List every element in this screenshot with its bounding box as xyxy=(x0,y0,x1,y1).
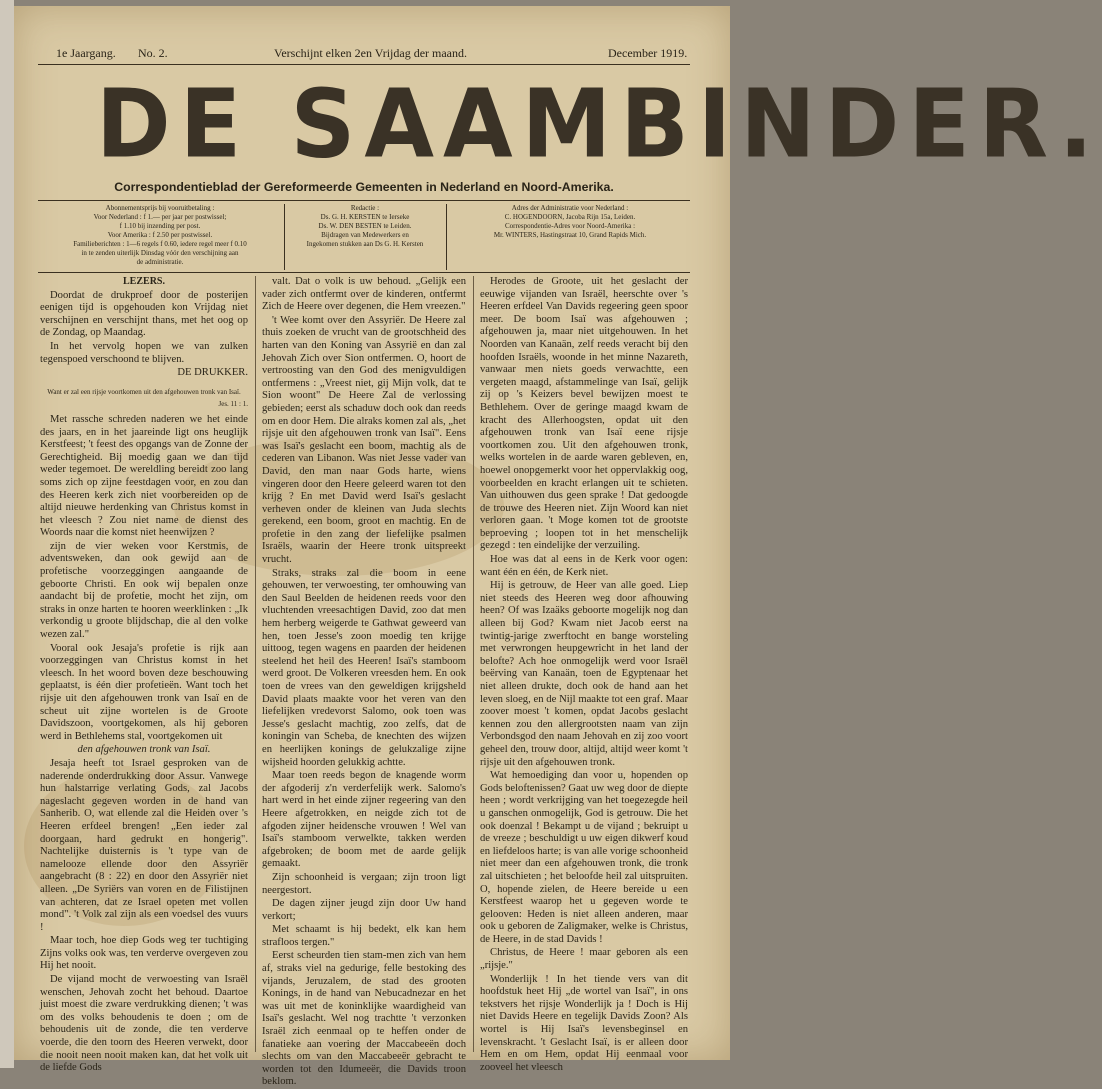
column-3 xyxy=(480,276,688,1073)
column-separator xyxy=(473,276,474,1052)
info-line: Voor Amerika : f 2.50 per postwissel. xyxy=(107,231,213,239)
article-paragraph: Christus, de Heere ! maar geboren als een „rijsje." xyxy=(480,947,688,972)
editorial-box xyxy=(290,204,440,270)
article-paragraph: valt. Dat o volk is uw behoud. „Gelijk een vader zich ontfermt over de kinderen, ontfermt Zich de Heere over degenen, die Hem vreezen." xyxy=(262,276,466,313)
info-line: C. HOGENDOORN, Jacoba Rijn 15a, Leiden. xyxy=(504,213,636,221)
printer-notice-2: In het vervolg hopen we van zulken tegenspoed verschoond te blijven. xyxy=(40,340,248,365)
psalm-line: Met schaamt is hij bedekt, elk kan hem strafloos tergen." xyxy=(262,924,466,948)
psalm-line: Zijn schoonheid is vergaan; zijn troon ligt neergestort. xyxy=(262,871,466,896)
article-paragraph: Maar toen reeds begon de knagende worm der afgoderij z'n verderfelijk werk. Salomo's hart werd in het einde zijner regeering van den Heere afgetrokken, en neigde zich tot de afgoden zijner heidensche vrouwen ! Wel van Isaï's stamboom verwelkte, takken werden afgebroken; de boom met de aarde gelijk gemaakt. xyxy=(262,770,466,870)
administration-box xyxy=(452,204,688,270)
column-separator xyxy=(255,276,256,1052)
scan-edge xyxy=(0,0,14,1068)
info-line: Abonnementsprijs bij vooruitbetaling : xyxy=(105,204,215,212)
info-separator xyxy=(446,204,447,270)
article-paragraph: Wonderlijk ! In het tiende vers van dit hoofdstuk heet Hij „de wortel van Isaï", in ons tekstvers het rijsje Wonderlijk ja ! Doch is Hij niet Davids Heere en tegelijk Davids Zoon? Als wortel is Hij Isaï's levensbeginsel en levenskracht. 't Geslacht Isaï, is er alleen door Hem en om Hem, opdat Hij eenmaal voor zooveel het vleesch xyxy=(480,973,688,1073)
article-paragraph: Hij is getrouw, de Heer van alle goed. Liep niet steeds des Heeren weg door afhouwing heen? Of was Izaäks geboorte mogelijk nog dan alleen bij God? Kwam niet Jacob eerst na twintig-jarige zwerftocht en bange worsteling met verwrongen heupgewricht in het land der belofte? Ach hoe onmogelijk werd voor Israël beërving van Kanaän, toen de Egyptenaar het niet alleen drukte, doch ook de hand aan het leven sloeg, en de Nijl maakte tot een graf. Maar zoover moest 't komen, opdat Jacobs geslacht kennen zou den allergrootsten naam van zijn Verbondsgod den naam Jehovah en zij zoo voort geheel den, trouw door, altijd, altijd weer komt 't rijsje uit den afgehouwen tronk. xyxy=(480,580,688,768)
issue-date: December 1919. xyxy=(608,46,688,60)
issue-number: No. 2. xyxy=(138,46,168,60)
info-line: Correspondentie-Adres voor Noord-Amerika : xyxy=(504,222,636,230)
article-subheading: den afgehouwen tronk van Isaï. xyxy=(77,744,211,756)
masthead-title: DE SAAMBINDER. xyxy=(96,69,1102,180)
article-paragraph: Vooral ook Jesaja's profetie is rijk aan voorzeggingen van Christus komst in het vleesch. In het woord boven deze beschouwing geplaatst, is één dier profetieën. Want toch het rijsje uit den afgehouwen tronk van Isaï en de scheut uit zijne wortelen is de Groote Davidszoon, voortgekomen, als hij geboren werd in Bethlehems stal, voortgekomen uit xyxy=(40,642,248,742)
article-paragraph: Maar toch, hoe diep Gods weg ter tuchtiging Zijns volks ook was, ten verderve overgeven zou Hij het nooit. xyxy=(40,935,248,972)
info-line: Redactie : xyxy=(350,204,380,212)
article-paragraph: Eerst scheurden tien stam-men zich van hem af, straks viel na gedurige, felle bestoking des vijands, Jeruzalem, de stad des grooten Konings, in de hand van Nebucadnezar en het was uit met de koninklijke waardigheid van Isaï's geslacht. Wel nog trachtte 't verzonken Israël zich eenmaal op te heffen onder de fanatieke aan voering der Maccabeeën doch slechts om van den Maccabeeër gebracht te worden tot den Idumeeër, die Davids troon beklom. xyxy=(262,950,466,1088)
article-paragraph: Herodes de Groote, uit het geslacht der eeuwige vijanden van Israël, heerschte over 's Heeren erfdeel Van Davids regeering geen spoor meer. De boom Isaï was afgehouwen ; afgehouwen ja, maar niet uitgehouwen. In het Noorden van Kanaän, zelf reeds veracht bij den hoofden Israëls, woonde in het minne Nazareth, vanwaar men niets goeds verwachtte, een vergeten maagd, afstammelinge van Isaï, gelijk zij op 's Keizers bevel bewijzen moest te Bethlehem. Over de geringe maagd kwam de kracht des Allerhoogsten, opdat uit den afgehouwen tronk van Isaï eene rijsje voortkomen zou. Uit den afgehouwen tronk, welks wortelen in de aarde waren gebleven, en, hoewel onopgemerkt voor het oppervlakkig oog, voorbeelden en kracht erlangen uit te schieten. Van uithouwen dus geen sprake ! Dat gedoogde de trouwe des Heeren niet. Zijn Woord kan niet verloren gaan. 't Moge komen tot de grootste beproeving ; loopen tot in het menschelijk gezegd : ten eindelijke der verzuiling. xyxy=(480,276,688,552)
masthead-subtitle: Correspondentieblad der Gereformeerde Gemeenten in Nederland en Noord-Amerika. xyxy=(114,180,614,194)
article-paragraph: Wat hemoediging dan voor u, hopenden op Gods beloftenissen? Gaat uw weg door de diepte heen ; wordt verkrijging van het toegezegde heil u ganschen onmogelijk, God is getrouw. Die het ook doenzal ! Bekampt u de vijand ; bekruipt u de vreeze ; beschuldigt u uw eigen dikwerf koud en liefdeloos harte; is van alle vorige schoonheid niet meer dan een afgehouwen tronk, die tronk zal uitschieten ; het beloofde heil zal uitspruiten. O, hopende zielen, de Heere bereide u een Kerstfeest waarop het u gegeven worde te gelooven: Heden is niet alleen anderen, maar ook u geboren de Zaligmaker, welke is Christus, de Heere, in de stad Davids ! xyxy=(480,770,688,945)
article-paragraph: Jesaja heeft tot Israel gesproken van de naderende onderdrukking door Assur. Vanwege hun halstarrige verlating Gods, zal Jacobs nageslacht gegeven worden in de hand van Sanherib. O, wat ellende zal die Heiden over 's Heeren erfdeel brengen! „Een ieder zal doorgaan, hard gedrukt en hongerig". Nachtelijke duisternis is 't type van de namelooze ellende door den Assyriër aangebracht (8 : 22) en door den Assyriër niet alleen. „De Syriërs van voren en de Filistijnen van achteren, dat ze Israel opeten met vollen mond". 't Volk zal zijn als een voedsel des vuurs ! xyxy=(40,757,248,933)
scripture-reference: Jes. 11 : 1. xyxy=(218,400,248,409)
info-line: Mr. WINTERS, Hastingstraat 10, Grand Rapids Mich. xyxy=(493,231,647,239)
info-rule-top xyxy=(38,200,690,201)
info-line: Ds. W. DEN BESTEN te Leiden. xyxy=(318,222,412,230)
column-1 xyxy=(40,276,248,1074)
lezers-heading: LEZERS. xyxy=(123,276,165,287)
article-paragraph: Straks, straks zal die boom in eene gehouwen, ter verwoesting, ter omhouwing van den Saul Beelden de heidenen reeds voor den vluchtenden vreesachtigen David, zoo dat men hem herberg weigerde te Gathwat geweerd van hen, toen Jesse's zoon moedig ten krijge uittoog, tegen wagens en paarden der heidenen steelend het heil des Heeren! Isaï's stamboom werd groot. De Volkeren vreesden hem. En ook toen de vrees van den geweldigen krijgsheld David plaats maakte voor het veren van den liefelijken vredevorst Salomo, ook toen was Jesse's geslacht machtig, zoo zelfs, dat de koningin van Scheba, de knechten des wijzen en heerlijken konings de gelukzalige zijne wijsheid hoorden gelukkig achtte. xyxy=(262,567,466,768)
article-paragraph: zijn de vier weken voor Kerstmis, de adventsweken, dan ook gewijd aan de profetische voorzeggingen aangaande de geboorte Christi. En ook wij bepalen onze aandacht bij de profetie, mocht het zijn, om straks in onze harten te hooren weerklinken : „Ik verkondig u groote blijdschap, die al den volke wezen zal." xyxy=(40,540,248,641)
article-paragraph: Hoe was dat al eens in de Kerk voor ogen: want één en één, de Kerk niet. xyxy=(480,554,688,578)
jaargang: 1e Jaargang. xyxy=(56,46,116,60)
frequency-note: Verschijnt elken 2en Vrijdag der maand. xyxy=(274,46,467,60)
article-paragraph: Met rassche schreden naderen we het einde des jaars, en in het jaareinde ligt ons heuglijk Kerstfeest; 't feest des opgangs van de Zonne der Gerechtigheid. Bij moedig gaan we dan tijd weder tegemoet. De wereldling bereidt zoo lang soms zich op zijne feestdagen voor, en zou dan des Heeren kerk zich niet voorbereiden op de altijd nieuwe herdenking van Christus komst in het vleesch ? Zou niet name de dienst des Woords naar die komst niet heenwijzen ? xyxy=(40,413,248,539)
article-paragraph: De vijand mocht de verwoesting van Israël wenschen, Jehovah zocht het behoud. Daartoe juist moest die zware verdrukking dienen; 't was om des volks behoudenis te doen ; om de behoudenis uit de zonde, die ten verderve voerde, die den toorn des Heeren verwekt, door die nooit neen nooit maken kan, dat het volk uit de liefde Gods xyxy=(40,974,248,1074)
info-separator xyxy=(284,204,285,270)
info-line: de administratie. xyxy=(136,258,184,266)
printer-signature: DE DRUKKER. xyxy=(177,367,248,379)
column-2 xyxy=(262,276,466,1088)
info-line: in te zenden uiterlijk Dinsdag vóór den verschijning aan xyxy=(81,249,239,257)
info-line: Adres der Administratie voor Nederland : xyxy=(511,204,629,212)
printer-notice: Doordat de drukproef door de posterijen eenigen tijd is opgehouden kon Vrijdag niet verschijnen en verschijnt thans, met het oog op de Zondag, op Maandag. xyxy=(40,289,248,339)
info-rule-bottom xyxy=(38,272,690,273)
info-line: Ingekomen stukken aan Ds G. H. Kersten xyxy=(306,240,424,248)
info-line: Voor Nederland : f 1.— per jaar per postwissel; xyxy=(93,213,227,221)
info-line: Familieberichten : 1—6 regels f 0.60, iedere regel meer f 0.10 xyxy=(73,240,247,248)
article-paragraph: 't Wee komt over den Assyriër. De Heere zal thuis zoeken de vrucht van de grootschheid des harten van den Koning van Assyrië en dan zal Jehovah Zich over Sion ontfermen. O, hoort de vertroosting van den God des menigvuldigen ontfermens : „Vreest niet, gij Mijn volk, dat te Sion woont" De Heere Zal de verlossing gebieden; eerst als schaduw doch ook dan reeds om en door Hem. Die alraks komen zal als, „het rijsje uit den afgehouwen tronk van Isaï". Eens was Isaï's geslacht een boom, machtig als de cederen van Libanon. Was niet Jesse vader van David, den man naar Gods harte, wiens vingeren door den Heere geleerd waren tot den krijg ? En met David werd Isaï's geslacht verheven onder de kleinen van Juda slechts gerekend, een boom, groot en machtig. En de profetie in den zang der liefelijke psalmen Israëls, waarin der Heere tronk uitspreekt vrucht. xyxy=(262,314,466,566)
scripture-quote: Want er zal een rijsje voortkomen uit den afgehouwen tronk van Isaï. xyxy=(47,387,241,396)
psalm-line: De dagen zijner jeugd zijn door Uw hand verkort; xyxy=(262,898,466,922)
info-line: Ds. G. H. KERSTEN te Ierseke xyxy=(320,213,410,221)
header-rule xyxy=(38,64,690,65)
subscription-box xyxy=(40,204,280,270)
info-line: f 1.10 bij inzending per post. xyxy=(119,222,201,230)
info-line: Bijdragen van Medewerkers en xyxy=(321,231,409,239)
